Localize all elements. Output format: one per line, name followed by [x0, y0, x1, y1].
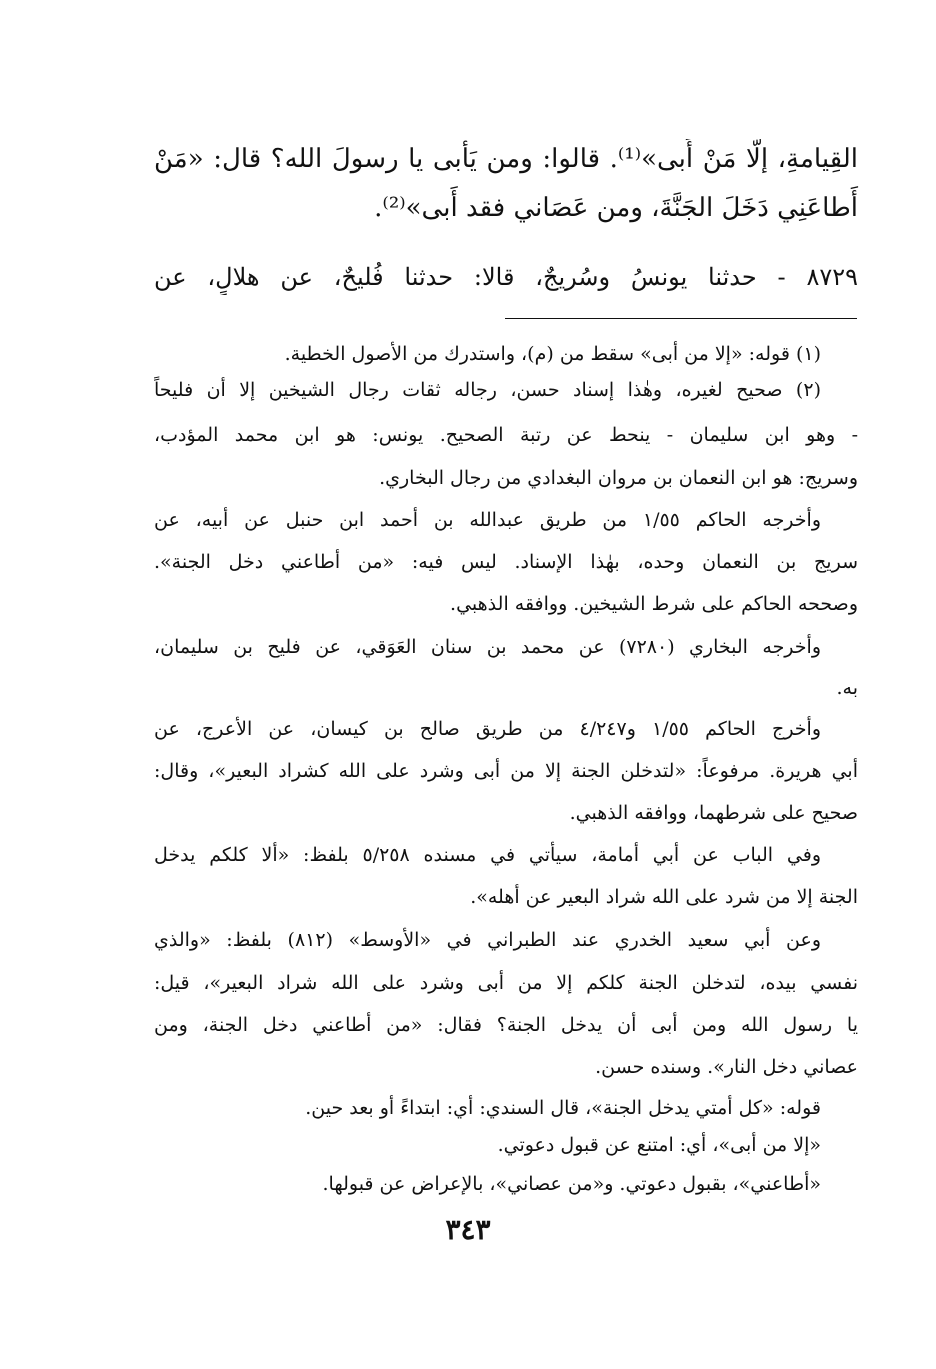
footnote-2-line-6: وصححه الحاكم على شرط الشيخين. ووافقه الذهبي.	[450, 593, 858, 615]
footnote-2-line-10: أبي هريرة. مرفوعاً: «لتدخلن الجنة إلا من أبى وشرد على الله كشراد البعير»، وقال:	[154, 760, 858, 782]
footnote-2-line-2: - وهو ابن سليمان - ينحط عن رتبة الصحيح. يونس: هو ابن محمد المؤدب،	[154, 424, 858, 446]
hadith-8729-start: ٨٧٢٩ - حدثنا يونسُ وسُريجٌ، قالا: حدثنا فُليحٌ، عن هلالٍ، عن	[154, 263, 858, 291]
footnote-2-line-18: قوله: «كل أمتي يدخل الجنة»، قال السندي: أي: ابتداءً أو بعد حين.	[305, 1097, 821, 1119]
footnote-2-line-19: «إلا من أبى»، أي: امتنع عن قبول دعوتي.	[497, 1134, 821, 1156]
footnote-2-line-15: نفسي بيده، لتدخلن الجنة كلكم إلا من أبى وشرد على الله شراد البعير»، قيل:	[154, 972, 858, 994]
footnote-1: (١) قوله: «إلا من أبى» سقط من (م)، واستدرك من الأصول الخطية.	[284, 343, 821, 365]
main-text-line-2: أَطاعَنِي دَخَلَ الجَنَّةَ، ومن عَصَاني فقد أَبى»⁽²⁾.	[374, 193, 858, 223]
footnote-2-line-12: وفي الباب عن أبي أمامة، سيأتي في مسنده ٥/٢٥٨ بلفظ: «ألا كلكم يدخل	[154, 844, 821, 866]
footnote-2-line-13: الجنة إلا من شرد على الله شراد البعير عن أهله».	[470, 886, 858, 908]
footnote-2-line-3: وسريج: هو ابن النعمان بن مروان البغدادي من رجال البخاري.	[379, 467, 858, 489]
footnote-2-line-14: وعن أبي سعيد الخدري عند الطبراني في «الأوسط» (٨١٢) بلفظ: «والذي	[154, 929, 821, 951]
footnote-2-line-17: عصاني دخل النار». وسنده حسن.	[595, 1056, 858, 1078]
footnote-2-line-5: سريج بن النعمان وحده، بهٰذا الإسناد. ليس فيه: «من أطاعني دخل الجنة».	[154, 551, 858, 573]
footnote-2-line-7: وأخرجه البخاري (٧٢٨٠) عن محمد بن سنان العَوَقي، عن فليح بن سليمان،	[154, 636, 821, 658]
footnote-2-line-4: وأخرجه الحاكم ١/٥٥ من طريق عبدالله بن أحمد ابن حنبل عن أبيه، عن	[154, 509, 821, 531]
footnote-2-line-9: وأخرج الحاكم ١/٥٥ و٤/٢٤٧ من طريق صالح بن كيسان، عن الأعرج، عن	[154, 718, 821, 740]
footnote-2-line-20: «أطاعني»، بقبول دعوتي. و«من عصاني»، بالإعراض عن قبولها.	[322, 1173, 821, 1195]
footnote-2-line-11: صحيح على شرطهما، ووافقه الذهبي.	[569, 802, 858, 824]
page-number: ٣٤٣	[445, 1213, 491, 1246]
footnote-2-line-8: به.	[836, 677, 858, 699]
footnote-2-line-1: (٢) صحيح لغيره، وهٰذا إسناد حسن، رجاله ثقات رجال الشيخين إلا أن فليحاً	[154, 379, 821, 401]
footnote-separator	[505, 318, 857, 319]
footnote-2-line-16: يا رسول الله ومن أبى أن يدخل الجنة؟ فقال: «من أطاعني دخل الجنة، ومن	[154, 1014, 858, 1036]
main-text-line-1: القِيامةِ، إلَّا مَنْ أَبى»⁽¹⁾. قالوا: ومن يَأْبى يا رسولَ الله؟ قال: «مَنْ	[154, 144, 858, 174]
